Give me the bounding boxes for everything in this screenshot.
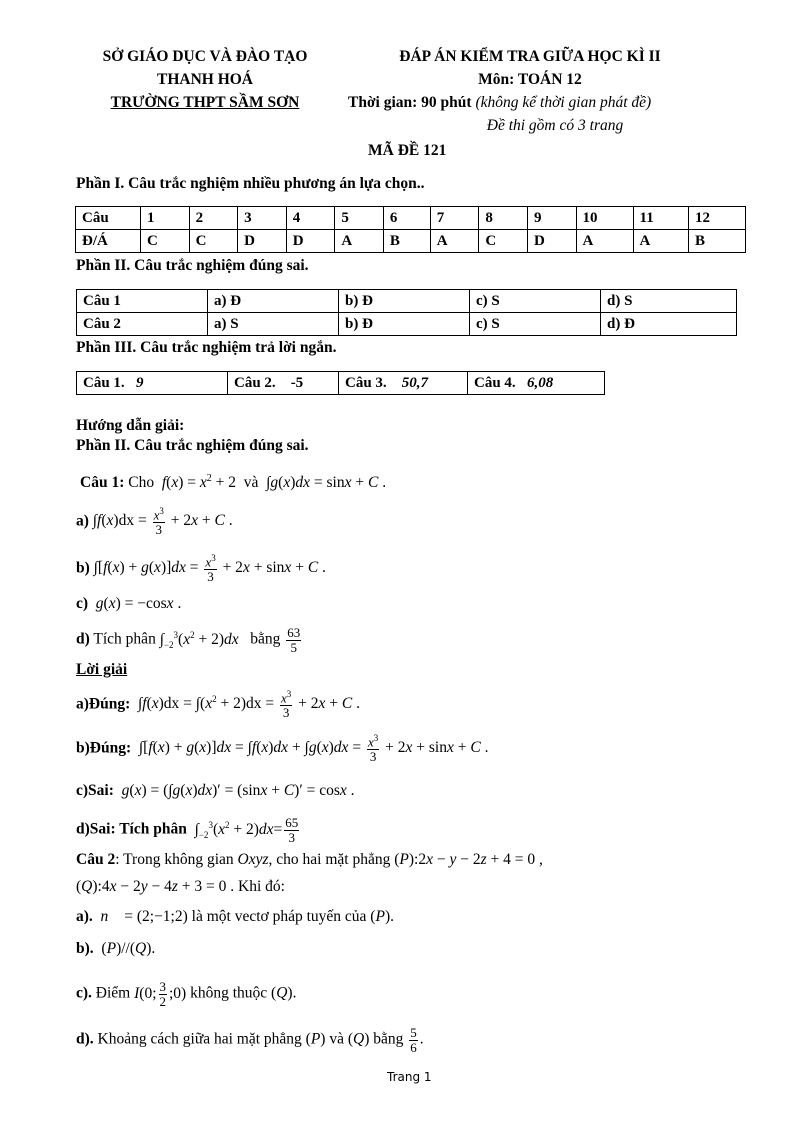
header-time (348, 94, 651, 112)
guide-part2-title: Phần II. Câu trắc nghiệm đúng sai. (76, 437, 309, 454)
q2-statement-line1 (76, 851, 543, 869)
math-expression: $\int_{-2}^3(x^2 + 2)dx$ (159, 629, 239, 650)
header-province: THANH HOÁ (156, 71, 254, 88)
table-cell: 7 (430, 207, 479, 230)
part3-title: Phần III. Câu trắc nghiệm trả lời ngắn. (76, 339, 337, 356)
fraction: $\frac{63}{5}$ (287, 625, 301, 655)
q1-option-a (76, 507, 233, 537)
table-cell (468, 372, 605, 395)
table-cell: D (286, 230, 335, 253)
solution-a (76, 690, 360, 720)
table-cell: Câu (76, 207, 141, 230)
answer-label: Câu 1. (83, 374, 125, 391)
table-cell: D (527, 230, 576, 253)
table-cell: d) S (601, 290, 737, 313)
option-label: d) (76, 630, 90, 648)
table-cell: B (688, 230, 745, 253)
table-cell: a) Đ (208, 290, 339, 313)
solution-label: b)Đúng: (76, 739, 132, 757)
solution-label: a)Đúng: (76, 695, 131, 713)
table-cell: 8 (479, 207, 528, 230)
table-row (77, 313, 737, 336)
math-expression: (P):2x − y − 2z + 4 = 0 , (394, 851, 543, 868)
q2-statement-line2 (76, 878, 285, 896)
option-text: bằng (373, 1030, 404, 1048)
fraction: $\frac{5}{6}$ (410, 1025, 417, 1055)
part1-answer-table (75, 206, 746, 253)
table-cell: D (238, 230, 287, 253)
table-cell: 6 (383, 207, 430, 230)
q2-text3: . Khi đó: (230, 878, 285, 895)
math-expression: I(0; $\frac{3}{2}$ ;0) (134, 979, 187, 1009)
table-cell: a) S (208, 313, 339, 336)
math-expression: (P) (305, 1030, 326, 1048)
page-number: Trang 1 (387, 1070, 432, 1084)
math-expression: g(x) = (∫g(x)dx)′ = (sinx + C)′ = cosx . (121, 782, 355, 799)
solution-label: d)Sai: Tích phân (76, 820, 187, 838)
q1-option-d (76, 626, 303, 654)
table-cell: 5 (335, 207, 384, 230)
answer-value: 9 (135, 374, 144, 391)
option-label: a) (76, 512, 89, 530)
option-equal-text: bằng (250, 630, 281, 648)
table-cell: 4 (286, 207, 335, 230)
table-cell: 3 (238, 207, 287, 230)
table-cell: Câu 2 (77, 313, 208, 336)
table-cell: 12 (688, 207, 745, 230)
table-cell: C (189, 230, 238, 253)
q1-option-c (76, 595, 181, 613)
option-text: Khoảng cách giữa hai mặt phẳng (97, 1030, 302, 1048)
option-text: Tích phân (93, 630, 156, 648)
table-cell: Câu 1 (77, 290, 208, 313)
option-label: b). (76, 940, 94, 957)
solution-title: Lời giải (76, 661, 128, 678)
q1-option-b (76, 554, 326, 584)
q2-label: Câu 2 (76, 851, 116, 868)
answer-value: 50,7 (401, 374, 428, 391)
math-expression: Oxyz (237, 851, 269, 868)
table-cell (339, 372, 468, 395)
table-cell: C (141, 230, 190, 253)
solution-label: c)Sai: (76, 782, 114, 799)
table-row (76, 230, 746, 253)
solution-c (76, 782, 355, 800)
part2-title: Phần II. Câu trắc nghiệm đúng sai. (76, 257, 309, 274)
q2-option-b (76, 940, 155, 958)
answer-value: 6,08 (526, 374, 554, 391)
table-cell: b) Đ (339, 290, 470, 313)
q1-statement: Câu 1: Cho $f(x) = x^2 + 2$ và ∫g(x)dx = sinx + C . (80, 473, 387, 492)
table-cell: 11 (633, 207, 688, 230)
option-text: Điểm (95, 984, 131, 1002)
q2-option-a (76, 908, 394, 926)
answer-label: Câu 3. (345, 374, 387, 391)
q1-text: Cho (128, 474, 155, 492)
math-expression: (P)//(Q). (97, 940, 156, 957)
answer-label: Câu 4. (474, 374, 516, 391)
part3-answer-table (76, 371, 605, 395)
guide-title: Hướng dẫn giải: (76, 417, 185, 434)
math-expression: (Q):4x − 2y − 4z + 3 = 0 (76, 878, 231, 895)
table-cell: 2 (189, 207, 238, 230)
math-expression: (P). (370, 908, 394, 925)
table-row (77, 372, 605, 395)
table-cell: 10 (576, 207, 633, 230)
math-expression: $\int_{-2}^3(x^2 + 2)dx=$ (190, 819, 283, 840)
table-cell: Đ/Á (76, 230, 141, 253)
exam-code: MÃ ĐỀ 121 (368, 142, 447, 159)
header-department: SỞ GIÁO DỤC VÀ ĐÀO TẠO (102, 48, 308, 65)
q2-text2: , cho hai mặt phẳng (268, 851, 391, 868)
option-text: không thuộc (190, 984, 268, 1002)
q1-and: và (243, 474, 259, 492)
table-row (76, 207, 746, 230)
math-expression: (Q). (271, 984, 297, 1002)
table-cell: b) Đ (339, 313, 470, 336)
table-row (77, 290, 737, 313)
header-subject: Môn: TOÁN 12 (478, 71, 582, 88)
table-cell (77, 372, 228, 395)
math-expression: g(x) = −cosx . (95, 595, 182, 612)
header-pages-note: Đề thi gồm có 3 trang (486, 117, 624, 134)
table-cell: B (383, 230, 430, 253)
table-cell: A (576, 230, 633, 253)
header-school: TRƯỜNG THPT SẦM SƠN (110, 94, 300, 111)
solution-b (76, 734, 488, 764)
table-cell: 1 (141, 207, 190, 230)
time-note: (không kể thời gian phát đề) (475, 94, 652, 111)
option-text: là một vectơ pháp tuyến của (191, 908, 367, 925)
answer-label: Câu 2. (234, 374, 276, 391)
part1-title: Phần I. Câu trắc nghiệm nhiều phương án lựa chọn.. (76, 175, 425, 192)
option-text: và (329, 1030, 344, 1048)
table-cell: c) S (470, 290, 601, 313)
math-expression: ∫g(x)dx = sinx + C . (262, 474, 387, 492)
table-cell: c) S (470, 313, 601, 336)
header-exam-title: ĐÁP ÁN KIỂM TRA GIỮA HỌC KÌ II (399, 48, 661, 65)
math-expression: n⃗ = (2;−1;2) (100, 908, 188, 925)
option-label: c). (76, 984, 92, 1002)
table-cell: A (335, 230, 384, 253)
math-expression: ∫f(x)dx = $\frac{x^3}{3}$ + 2x + C . (92, 506, 233, 537)
math-expression: ∫[f(x) + g(x)]dx = $\frac{x^3}{3}$ + 2x + sinx + C . (93, 553, 326, 584)
math-expression: f (157, 474, 167, 492)
table-cell: A (430, 230, 479, 253)
math-expression: (Q) (347, 1030, 370, 1048)
q1-label: Câu 1: (80, 474, 125, 492)
option-label: c) (76, 595, 89, 612)
table-cell: C (479, 230, 528, 253)
fraction: $\frac{65}{3}$ (285, 815, 299, 845)
q2-option-c (76, 980, 296, 1008)
math-expression: $\int f(x)dx = \int(x^2 + 2)dx$ = $\frac{x^3}{3}$ + 2x + C . (134, 689, 361, 720)
option-label: d). (76, 1030, 94, 1048)
time-label: Thời gian: 90 phút (348, 94, 472, 111)
q2-option-d: d). Khoảng cách giữa hai mặt phẳng (P) và (Q) bằng $\frac{5}{6}$ . (76, 1025, 424, 1055)
q2-text: : Trong không gian (115, 851, 234, 868)
option-label: a). (76, 908, 93, 925)
table-cell: 9 (527, 207, 576, 230)
table-cell: A (633, 230, 688, 253)
option-label: b) (76, 559, 90, 577)
table-cell: d) Đ (601, 313, 737, 336)
table-cell (228, 372, 339, 395)
solution-d (76, 816, 301, 844)
part2-answer-table (76, 289, 737, 336)
math-expression: ∫[f(x) + g(x)]dx = ∫f(x)dx + ∫g(x)dx = $\frac{x^3}{3}$ + 2x + sinx + C . (135, 733, 489, 764)
answer-value: -5 (290, 374, 304, 391)
